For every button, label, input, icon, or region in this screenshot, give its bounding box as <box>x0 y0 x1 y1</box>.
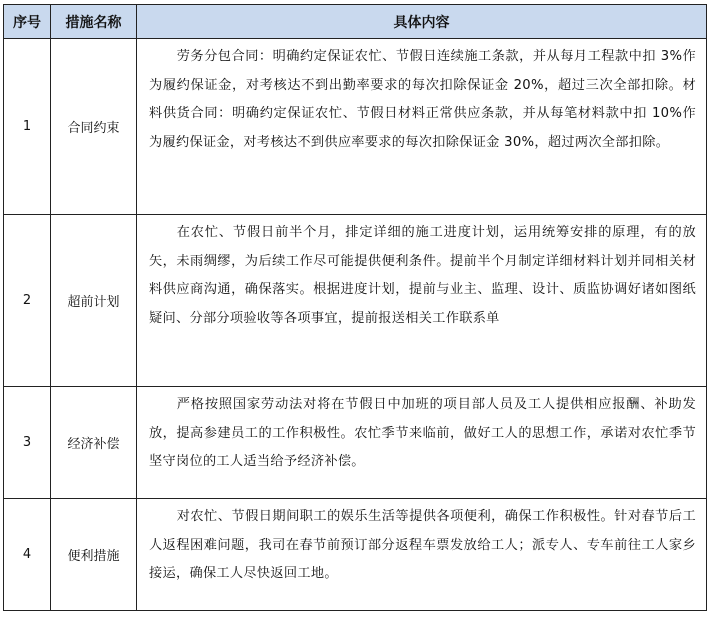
row-measure-name: 便利措施 <box>51 499 137 611</box>
row-content-cell <box>137 215 707 387</box>
row-measure-name: 经济补偿 <box>51 387 137 499</box>
row-index: 2 <box>4 215 51 387</box>
header-measure-name: 措施名称 <box>51 5 137 39</box>
row-index: 1 <box>4 39 51 215</box>
table-body <box>4 39 707 611</box>
table-row <box>4 215 707 387</box>
row-content-cell <box>137 39 707 215</box>
row-content: 劳务分包合同：明确约定保证农忙、节假日连续施工条款，并从每月工程款中扣 3%作为履约保证金，对考核达不到出勤率要求的每次扣除保证金 20%，超过三次全部扣除。材料供货合同：明确约定保证农忙、节假日材料正常供应条款，并从每笔材料款中扣 10%作为履约保证金，对考核达不到供应率要求的每次扣除保证金 30%，超过两次全部扣除。 <box>149 49 696 150</box>
row-content-cell <box>137 499 707 611</box>
measures-table <box>3 4 707 611</box>
row-content: 对农忙、节假日期间职工的娱乐生活等提供各项便利，确保工作积极性。针对春节后工人返程困难问题，我司在春节前预订部分返程车票发放给工人；派专人、专车前往工人家乡接运，确保工人尽快返回工地。 <box>149 509 696 581</box>
row-content-cell <box>137 387 707 499</box>
row-measure-name: 合同约束 <box>51 39 137 215</box>
header-content: 具体内容 <box>137 5 707 39</box>
header-row <box>4 5 707 39</box>
row-index: 3 <box>4 387 51 499</box>
row-content: 严格按照国家劳动法对将在节假日中加班的项目部人员及工人提供相应报酬、补助发放，提高参建员工的工作积极性。农忙季节来临前，做好工人的思想工作，承诺对农忙季节坚守岗位的工人适当给予经济补偿。 <box>149 397 696 469</box>
table-header <box>4 5 707 39</box>
row-index: 4 <box>4 499 51 611</box>
row-content: 在农忙、节假日前半个月，排定详细的施工进度计划，运用统筹安排的原理，有的放矢，未雨绸缪，为后续工作尽可能提供便利条件。提前半个月制定详细材料计划并同相关材料供应商沟通，确保落实。根据进度计划，提前与业主、监理、设计、质监协调好诸如图纸疑问、分部分项验收等各项事宜，提前报送相关工作联系单 <box>149 225 696 326</box>
table-row <box>4 387 707 499</box>
header-index: 序号 <box>4 5 51 39</box>
row-measure-name: 超前计划 <box>51 215 137 387</box>
table-row <box>4 39 707 215</box>
table-row <box>4 499 707 611</box>
